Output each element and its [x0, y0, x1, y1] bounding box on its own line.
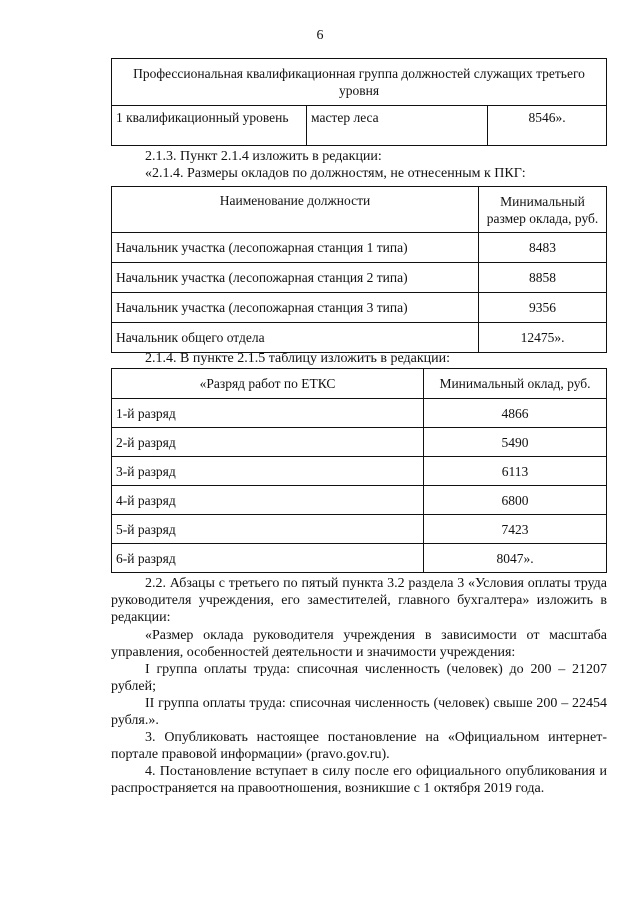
- grade-salary: 6113: [424, 457, 607, 486]
- grade-salary: 8047».: [424, 544, 607, 573]
- grade-name: 1-й разряд: [112, 399, 424, 428]
- position-cell: мастер леса: [307, 106, 488, 146]
- paragraph-pay-group-2: II группа оплаты труда: списочная численность (человек) свыше 200 – 22454 рубля.».: [111, 696, 607, 728]
- paragraph-pay-group-1: I группа оплаты труда: списочная численность (человек) до 200 – 21207 рублей;: [111, 662, 607, 694]
- paragraph-2-2: 2.2. Абзацы с третьего по пятый пункта 3.2 раздела 3 «Условия оплаты труда руководителя учреждения, его заместителей, главного бухгалтера» изложить в редакции:: [111, 576, 607, 625]
- grade-salary: 6800: [424, 486, 607, 515]
- qualification-level-cell: 1 квалификационный уровень: [112, 106, 307, 146]
- salary-cell: 8546».: [488, 106, 607, 146]
- position-salary: 8483: [479, 233, 607, 263]
- paragraph-3-publish: 3. Опубликовать настоящее постановление на «Официальном интернет-портале правовой информации» (pravo.gov.ru).: [111, 730, 607, 762]
- grade-salary: 5490: [424, 428, 607, 457]
- grades-table: [111, 368, 607, 573]
- grade-salary: 7423: [424, 515, 607, 544]
- paragraph-4-effective: 4. Постановление вступает в силу после его официального опубликования и распространяется на правоотношения, возникшие с 1 октября 2019 года.: [111, 764, 607, 796]
- position-name: Начальник участка (лесопожарная станция 1 типа): [112, 233, 479, 263]
- page-number: 6: [316, 28, 324, 43]
- position-salary: 12475».: [479, 323, 607, 353]
- grade-name: 6-й разряд: [112, 544, 424, 573]
- position-name: Начальник участка (лесопожарная станция 3 типа): [112, 293, 479, 323]
- positions-table: [111, 186, 607, 353]
- grade-name: 4-й разряд: [112, 486, 424, 515]
- position-name: Начальник участка (лесопожарная станция 2 типа): [112, 263, 479, 293]
- grade-name: 3-й разряд: [112, 457, 424, 486]
- item-213-heading: 2.1.3. Пункт 2.1.4 изложить в редакции:: [145, 149, 382, 164]
- positions-col-salary-header: Минимальный размер оклада, руб.: [479, 187, 607, 233]
- paragraph-salary-quote: «Размер оклада руководителя учреждения в зависимости от масштаба управления, особенностей деятельности и значимости учреждения:: [111, 628, 607, 660]
- grade-salary: 4866: [424, 399, 607, 428]
- positions-col-name-header: Наименование должности: [112, 187, 479, 233]
- grade-name: 5-й разряд: [112, 515, 424, 544]
- pkg-table: [111, 58, 607, 146]
- grades-col-grade-header: «Разряд работ по ЕТКС: [112, 369, 424, 399]
- position-salary: 8858: [479, 263, 607, 293]
- grades-col-salary-header: Минимальный оклад, руб.: [424, 369, 607, 399]
- item-214-definition: «2.1.4. Размеры окладов по должностям, не отнесенным к ПКГ:: [145, 166, 526, 181]
- pkg-table-header: Профессиональная квалификационная группа должностей служащих третьего уровня: [112, 59, 607, 106]
- item-214-heading: 2.1.4. В пункте 2.1.5 таблицу изложить в редакции:: [145, 351, 450, 366]
- position-salary: 9356: [479, 293, 607, 323]
- grade-name: 2-й разряд: [112, 428, 424, 457]
- position-name: Начальник общего отдела: [112, 323, 479, 353]
